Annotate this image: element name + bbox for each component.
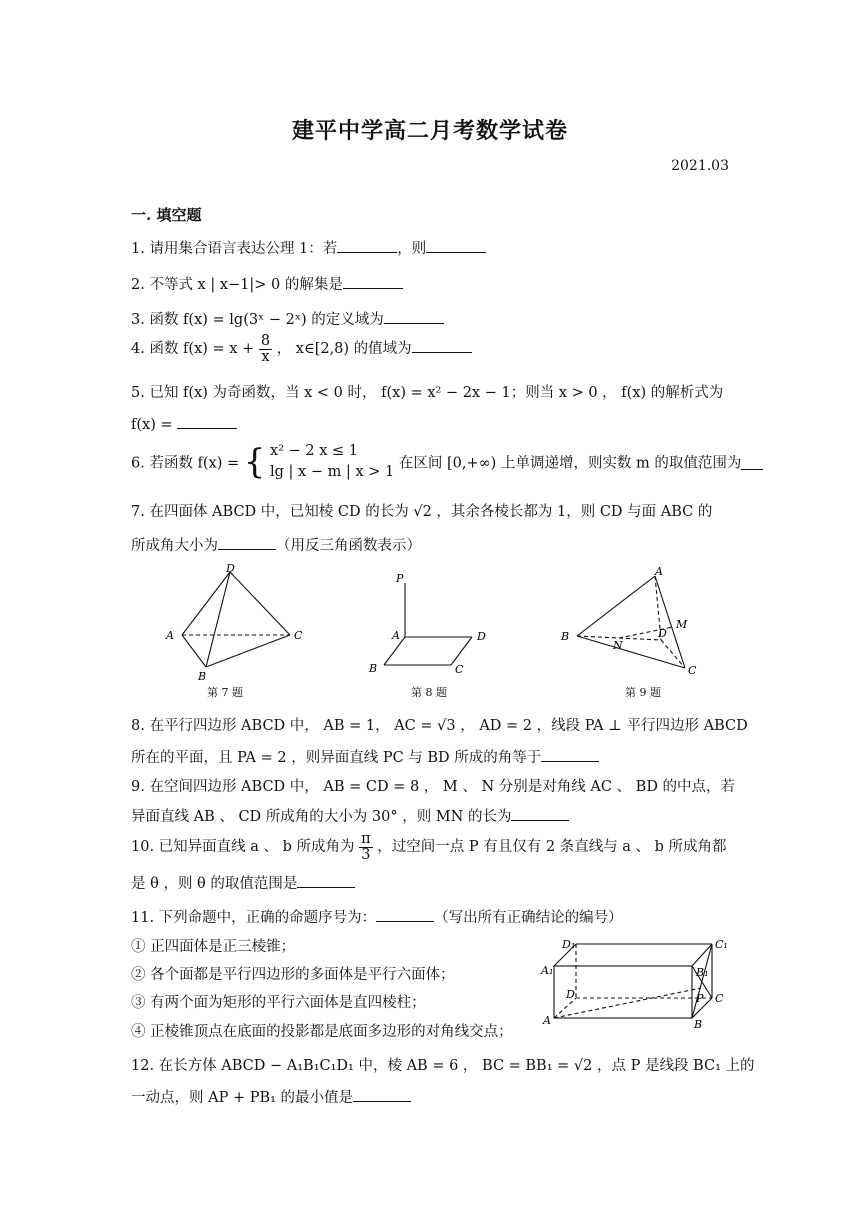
statement-2: ② 各个面都是平行四边形的多面体是平行六面体；: [131, 967, 455, 983]
statement-4: ④ 正棱锥顶点在底面的投影都是底面多边形的对角线交点；: [131, 1024, 513, 1040]
question-10: 10. 已知异面直线 a 、 b 所成角为 $\frac{\pi}{3}$ ，过空间一点 P 有且仅有 2 条直线与 a 、 b 所成角都: [131, 831, 727, 863]
statement-3: ③ 有两个面为矩形的平行六面体是直四棱柱；: [131, 995, 426, 1011]
fraction: $\frac{8}{x}$: [260, 333, 271, 365]
label-d: D: [566, 988, 575, 1001]
answer-blank[interactable]: [426, 238, 486, 253]
brace: {: [243, 442, 266, 483]
question-5-cont: f(x) =: [131, 414, 237, 433]
label-a: A: [543, 1014, 551, 1027]
label-c1: C₁: [715, 938, 728, 951]
question-5: 5. 已知 f(x) 为奇函数，当 x < 0 时， f(x) = x² − 2x − 1；则当 x > 0 ， f(x) 的解析式为: [131, 385, 724, 401]
question-8-cont: 所在的平面，且 PA = 2 ，则异面直线 PC 与 BD 所成的角等于: [131, 746, 599, 767]
fraction: $\frac{\pi}{3}$: [361, 831, 371, 863]
question-7-cont: 所成角大小为 （用反三角函数表示）: [131, 534, 421, 555]
figure-11-cuboid: [538, 936, 738, 1036]
question-3: 3. 函数 f(x) = lg(3ˣ − 2ˣ) 的定义域为: [131, 308, 444, 329]
label-a: A: [166, 629, 174, 642]
label-d: D: [658, 627, 667, 640]
answer-blank[interactable]: [412, 338, 472, 353]
question-12-cont: 一动点，则 AP + PB₁ 的最小值是: [131, 1086, 411, 1107]
question-9-cont: 异面直线 AB 、 CD 所成角的大小为 30° ，则 MN 的长为: [131, 805, 569, 826]
label-b: B: [369, 662, 378, 675]
label-d1: D₁: [562, 938, 576, 951]
label-b: B: [561, 630, 570, 643]
label-c: C: [294, 629, 303, 642]
section-heading: 一. 填空题: [131, 206, 202, 224]
figure-8-caption: 第 8 题: [411, 686, 447, 699]
label-d: D: [477, 630, 486, 643]
label-a: A: [392, 629, 400, 642]
label-c: C: [715, 992, 724, 1005]
answer-blank[interactable]: [177, 414, 237, 429]
figure-9-caption: 第 9 题: [625, 686, 661, 699]
answer-blank[interactable]: [541, 747, 599, 762]
answer-blank[interactable]: [297, 873, 355, 888]
label-m: M: [676, 618, 688, 631]
answer-blank[interactable]: [384, 309, 444, 324]
question-6: 6. 若函数 f(x) = { x² − 2 x ≤ 1 lg | x − m | x > 1 在区间 [0,+∞) 上单调递增，则实数 m 的取值范围为: [131, 441, 763, 483]
answer-blank[interactable]: [337, 238, 397, 253]
question-4: 4. 函数 f(x) = x + $\frac{8}{x}$ ， x∈[2,8) 的值域为: [131, 334, 472, 364]
figure-8-parallelogram: [362, 565, 502, 680]
question-7: 7. 在四面体 ABCD 中，已知棱 CD 的长为 √2 ，其余各棱长都为 1，则 CD 与面 ABC 的: [131, 504, 713, 520]
question-8: 8. 在平行四边形 ABCD 中， AB = 1， AC = √3 ， AD = 2 ，线段 PA ⊥ 平行四边形 ABCD: [131, 718, 748, 734]
label-c: C: [688, 664, 697, 677]
question-12: 12. 在长方体 ABCD − A₁B₁C₁D₁ 中，棱 AB = 6 ， BC = BB₁ = √2 ，点 P 是线段 BC₁ 上的: [131, 1058, 755, 1074]
question-2: 2. 不等式 x | x−1|> 0 的解集是: [131, 273, 403, 294]
answer-blank[interactable]: [741, 455, 763, 470]
label-a: A: [655, 565, 663, 578]
piecewise-cases: x² − 2 x ≤ 1 lg | x − m | x > 1: [270, 443, 395, 481]
answer-blank[interactable]: [511, 806, 569, 821]
question-1: 1. 请用集合语言表达公理 1：若 ，则: [131, 237, 486, 258]
label-n: N: [613, 639, 623, 652]
label-b: B: [694, 1018, 703, 1031]
page-title: 建平中学高二月考数学试卷: [291, 118, 568, 144]
figure-7-caption: 第 7 题: [207, 686, 243, 699]
question-9: 9. 在空间四边形 ABCD 中， AB = CD = 8 ， M 、 N 分别是对角线 AC 、 BD 的中点，若: [131, 779, 736, 795]
answer-blank[interactable]: [218, 535, 276, 550]
label-d: D: [226, 562, 235, 575]
label-p: P: [396, 572, 404, 585]
answer-blank[interactable]: [343, 274, 403, 289]
exam-date: 2021.03: [671, 158, 729, 174]
label-p: P: [696, 992, 704, 1005]
label-b1: B₁: [696, 966, 709, 979]
question-10-cont: 是 θ ，则 θ 的取值范围是: [131, 872, 355, 893]
statement-1: ① 正四面体是正三棱锥；: [131, 939, 296, 955]
label-a1: A₁: [541, 964, 554, 977]
figure-9-tetrahedron: [555, 562, 715, 682]
answer-blank[interactable]: [353, 1087, 411, 1102]
answer-blank[interactable]: [376, 907, 434, 922]
label-c: C: [455, 663, 464, 676]
figure-7-tetrahedron: [160, 560, 320, 685]
label-b: B: [198, 670, 207, 683]
question-11: 11. 下列命题中，正确的命题序号为： （写出所有正确结论的编号）: [131, 906, 623, 927]
